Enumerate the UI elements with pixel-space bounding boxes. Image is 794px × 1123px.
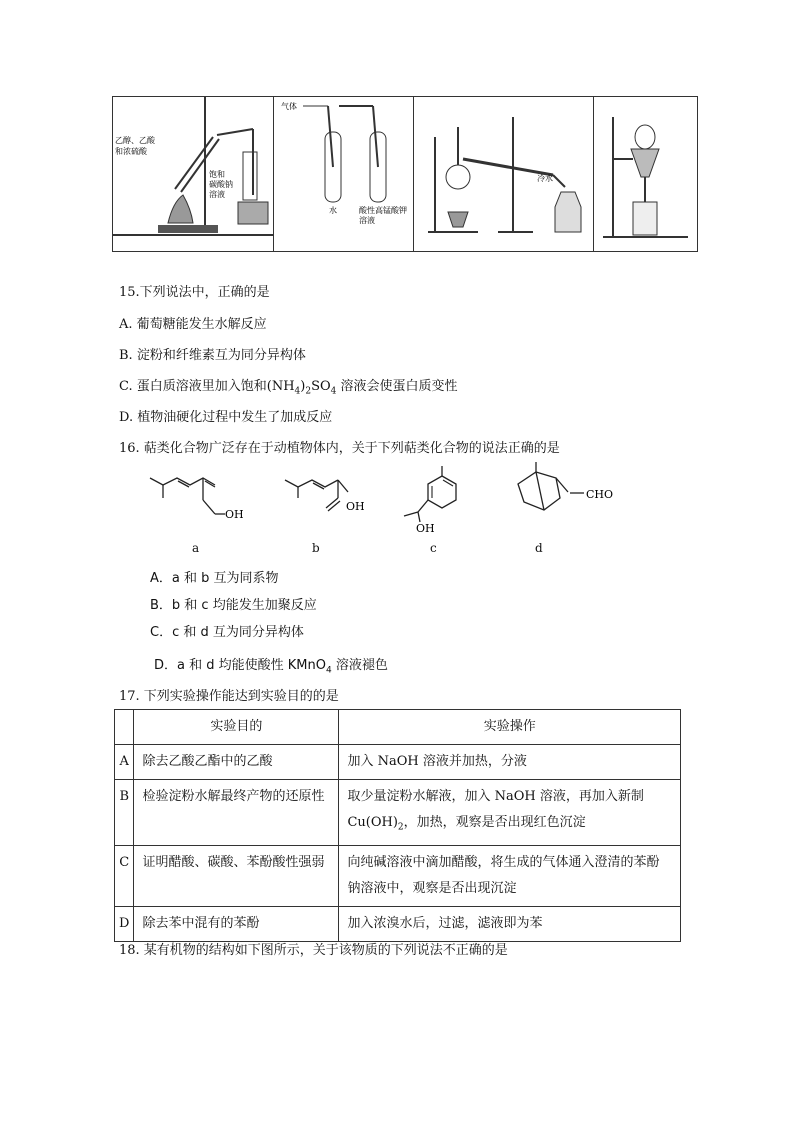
table-row [115, 845, 681, 906]
apparatus-distillation [413, 97, 594, 251]
molecule-a-label: a [192, 541, 200, 555]
label-sodium-carbonate: 碳酸钠 [209, 180, 233, 189]
apparatus-figure [112, 96, 698, 252]
apparatus-gas-test [273, 97, 414, 251]
molecule-a [145, 470, 255, 530]
label-water: 水 [329, 206, 337, 215]
label-reactants-2: 和浓硫酸 [115, 147, 147, 156]
q15-option-d: D. 植物油硬化过程中发生了加成反应 [119, 410, 333, 425]
table-header-blank [115, 710, 134, 745]
row-purpose: 证明醋酸、碳酸、苯酚酸性强弱 [134, 845, 339, 906]
row-operation: 取少量淀粉水解液，加入 NaOH 溶液，再加入新制 $Cu(OH)_2$，加热，观察是否出现红色沉淀 [339, 780, 681, 846]
table-header-row [115, 710, 681, 745]
row-label: A [115, 745, 134, 780]
row-operation: 加入 NaOH 溶液并加热，分液 [339, 745, 681, 780]
molecule-c-oh: OH [416, 522, 435, 535]
table-row [115, 780, 681, 846]
label-saturated: 饱和 [209, 170, 225, 179]
row-operation: 向纯碱溶液中滴加醋酸，将生成的气体通入澄清的苯酚钠溶液中，观察是否出现沉淀 [339, 845, 681, 906]
molecule-b-label: b [312, 541, 320, 555]
label-cold-water: 冷水 [537, 174, 553, 183]
label-solution: 溶液 [209, 190, 225, 199]
row-purpose: 除去乙酸乙酯中的乙酸 [134, 745, 339, 780]
row-label: D [115, 906, 134, 941]
q15-stem: 15.下列说法中，正确的是 [119, 285, 270, 300]
table-header-purpose: 实验目的 [134, 710, 339, 745]
label-kmno4-solution: 溶液 [359, 216, 375, 225]
apparatus-esterification [113, 97, 274, 251]
q15-option-c: C. 蛋白质溶液里加入饱和$(NH_4)_2SO_4$ 溶液会使蛋白质变性 [119, 379, 458, 397]
q16-option-c: C．c 和 d 互为同分异构体 [150, 625, 304, 640]
molecule-d-cho: CHO [586, 488, 614, 501]
table-header-operation: 实验操作 [339, 710, 681, 745]
row-label: B [115, 780, 134, 846]
molecule-d [508, 460, 618, 520]
molecule-c [398, 462, 468, 536]
row-purpose: 检验淀粉水解最终产物的还原性 [134, 780, 339, 846]
q17-table [114, 709, 681, 942]
q16-option-d: D．a 和 d 均能使酸性 KMnO$_4$ 溶液褪色 [154, 658, 388, 676]
label-kmno4: 酸性高锰酸钾 [359, 206, 407, 215]
molecule-c-label: c [430, 541, 437, 555]
apparatus-separatory-funnel [593, 97, 697, 251]
row-label: C [115, 845, 134, 906]
label-gas: 气体 [281, 102, 297, 111]
label-reactants: 乙醇、乙酸 [115, 136, 155, 145]
q16-option-a: A．a 和 b 互为同系物 [150, 571, 279, 586]
molecule-a-oh: OH [225, 508, 244, 521]
molecule-b [280, 472, 380, 522]
q17-stem: 17. 下列实验操作能达到实验目的的是 [119, 689, 339, 704]
molecule-b-oh: OH [346, 500, 365, 513]
table-row [115, 745, 681, 780]
row-purpose: 除去苯中混有的苯酚 [134, 906, 339, 941]
q16-option-b: B．b 和 c 均能发生加聚反应 [150, 598, 317, 613]
q18-stem: 18. 某有机物的结构如下图所示，关于该物质的下列说法不正确的是 [119, 943, 508, 958]
row-operation: 加入浓溴水后，过滤，滤液即为苯 [339, 906, 681, 941]
table-row [115, 906, 681, 941]
q15-option-b: B. 淀粉和纤维素互为同分异构体 [119, 348, 306, 363]
q16-stem: 16. 萜类化合物广泛存在于动植物体内，关于下列萜类化合物的说法正确的是 [119, 441, 560, 456]
molecule-d-label: d [535, 541, 543, 555]
q15-option-a: A. 葡萄糖能发生水解反应 [119, 317, 267, 332]
